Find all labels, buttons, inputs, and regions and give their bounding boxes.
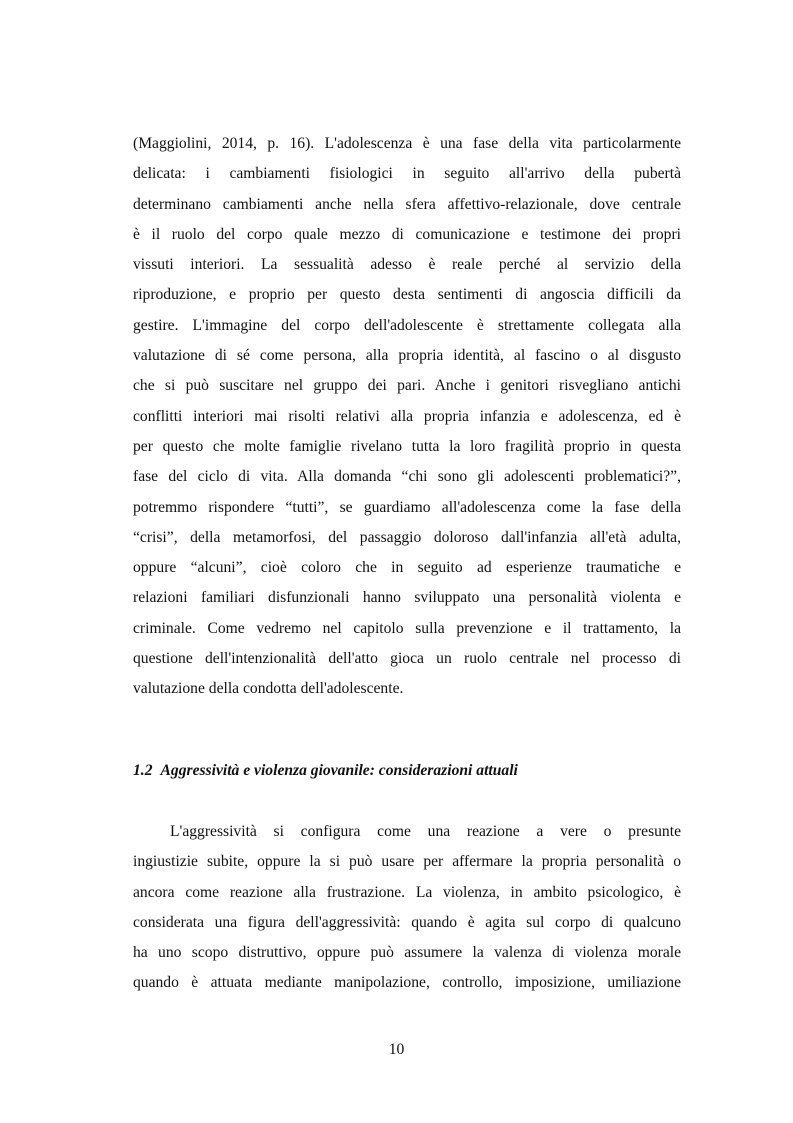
text-line: determinano cambiamenti anche nella sfera affettivo-relazionale, dove centrale — [133, 195, 681, 213]
text-line: L'aggressività si configura come una reazione a vere o presunte — [170, 823, 681, 840]
text-line: ha uno scopo distruttivo, oppure può assumere la valenza di violenza morale — [133, 944, 681, 962]
text-line: (Maggiolini, 2014, p. 16). L'adolescenza è una fase della vita particolarmente — [133, 135, 681, 152]
text-line: ingiustizie subite, oppure la si può usare per affermare la propria personalità o — [133, 853, 681, 871]
text-line: relazioni familiari disfunzionali hanno sviluppato una personalità violenta e — [133, 589, 681, 607]
text-line: valutazione della condotta dell'adolescente. — [133, 680, 404, 698]
section-number: 1.2 — [133, 762, 153, 779]
text-line: potremmo rispondere “tutti”, se guardiamo all'adolescenza come la fase della — [133, 498, 681, 516]
section-title: Aggressività e violenza giovanile: considerazioni attuali — [160, 762, 518, 779]
paragraph-adolescence — [133, 129, 681, 705]
text-line: vissuti interiori. La sessualità adesso è reale perché al servizio della — [133, 256, 681, 274]
text-line: riproduzione, e proprio per questo desta sentimenti di angoscia difficili da — [133, 286, 681, 304]
text-line: che si può suscitare nel gruppo dei pari. Anche i genitori risvegliano antichi — [133, 377, 681, 395]
text-line: è il ruolo del corpo quale mezzo di comunicazione e testimone dei propri — [133, 225, 681, 243]
text-line: criminale. Come vedremo nel capitolo sulla prevenzione e il trattamento, la — [133, 619, 681, 637]
text-line: delicata: i cambiamenti fisiologici in seguito all'arrivo della pubertà — [133, 165, 681, 183]
text-line: oppure “alcuni”, cioè coloro che in seguito ad esperienze traumatiche e — [133, 559, 681, 577]
text-line: conflitti interiori mai risolti relativi alla propria infanzia e adolescenza, ed è — [133, 407, 681, 425]
text-line: quando è attuata mediante manipolazione, controllo, imposizione, umiliazione — [133, 974, 681, 992]
text-line: ancora come reazione alla frustrazione. La violenza, in ambito psicologico, è — [133, 883, 681, 901]
text-line: gestire. L'immagine del corpo dell'adolescente è strettamente collegata alla — [133, 316, 681, 334]
text-line: per questo che molte famiglie rivelano tutta la loro fragilità proprio in questa — [133, 437, 681, 455]
paragraph-aggressivity — [133, 817, 681, 999]
text-line: “crisi”, della metamorfosi, del passaggio doloroso dall'infanzia all'età adulta, — [133, 528, 681, 546]
text-line: questione dell'intenzionalità dell'atto gioca un ruolo centrale nel processo di — [133, 650, 681, 668]
text-line: valutazione di sé come persona, alla propria identità, al fascino o al disgusto — [133, 347, 681, 365]
text-line: considerata una figura dell'aggressività: quando è agita sul corpo di qualcuno — [133, 913, 681, 931]
text-line: fase del ciclo di vita. Alla domanda “chi sono gli adolescenti problematici?”, — [133, 468, 681, 486]
page-number: 10 — [388, 1041, 405, 1058]
section-heading — [133, 758, 681, 784]
